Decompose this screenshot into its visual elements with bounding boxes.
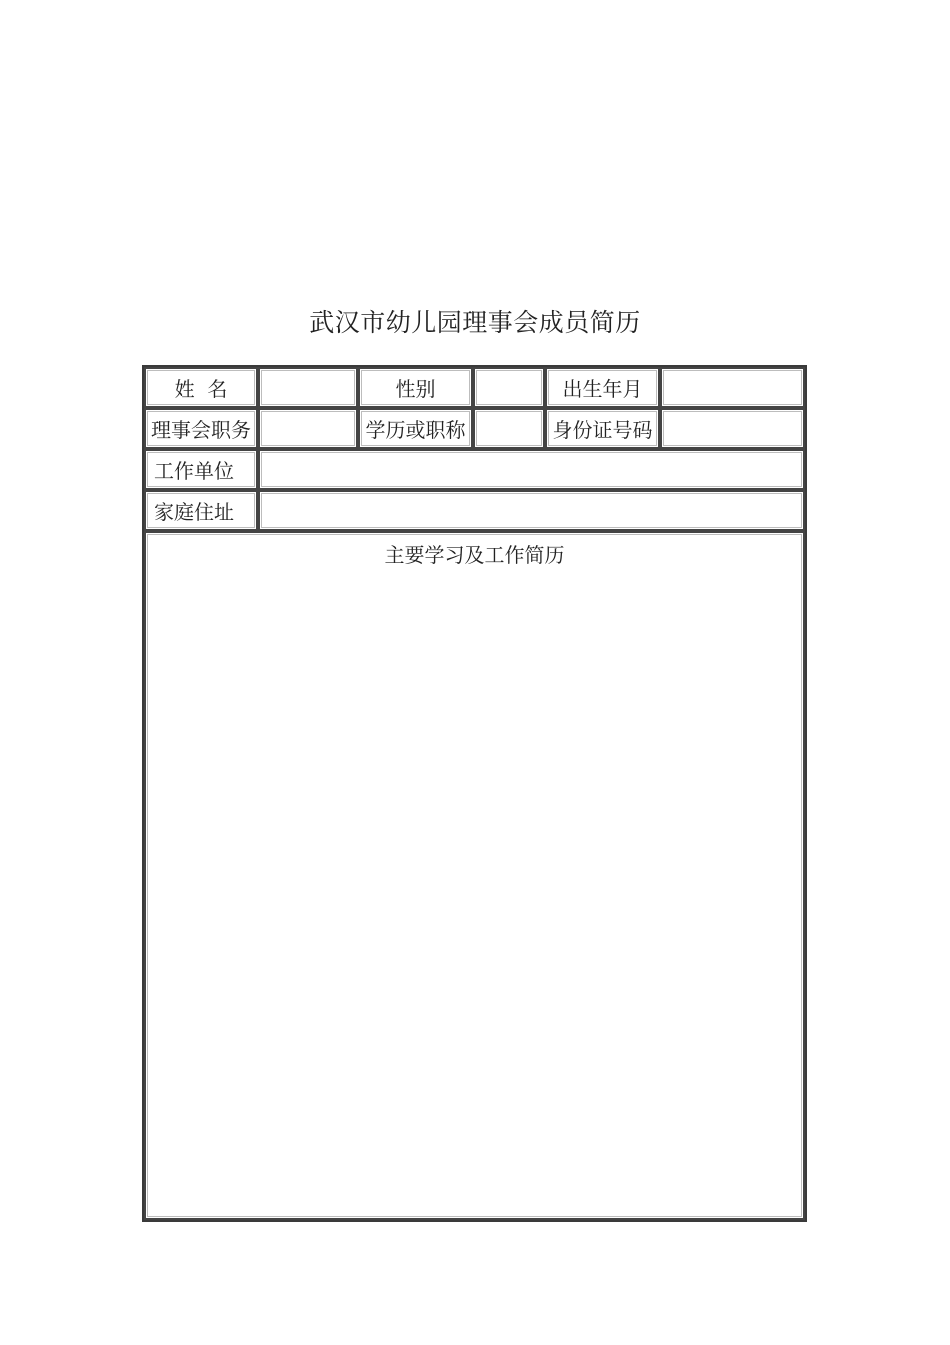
gender-label xyxy=(358,367,473,408)
name-field[interactable] xyxy=(258,367,358,408)
gender-label-text: 性别 xyxy=(395,377,436,401)
resume-section[interactable] xyxy=(144,531,805,1220)
council-position-field[interactable] xyxy=(258,408,358,449)
id-number-label xyxy=(545,408,660,449)
id-number-field[interactable] xyxy=(660,408,805,449)
education-label xyxy=(358,408,473,449)
workplace-label xyxy=(144,449,258,490)
education-field[interactable] xyxy=(473,408,545,449)
home-address-field[interactable] xyxy=(258,490,805,531)
home-address-label xyxy=(144,490,258,531)
council-position-label-text: 理事会职务 xyxy=(151,418,251,442)
name-label xyxy=(144,367,258,408)
birth-label xyxy=(545,367,660,408)
workplace-label-text: 工作单位 xyxy=(154,459,234,483)
resume-content-area[interactable] xyxy=(156,577,793,1208)
council-position-label xyxy=(144,408,258,449)
gender-field[interactable] xyxy=(473,367,545,408)
resume-heading: 主要学习及工作简历 xyxy=(384,543,565,567)
document-title: 武汉市幼儿园理事会成员简历 xyxy=(309,308,641,337)
education-label-text: 学历或职称 xyxy=(365,418,466,442)
birth-field[interactable] xyxy=(660,367,805,408)
name-label-text: 姓 名 xyxy=(174,377,228,401)
workplace-field[interactable] xyxy=(258,449,805,490)
id-number-label-text: 身份证号码 xyxy=(552,418,653,442)
birth-label-text: 出生年月 xyxy=(562,377,643,401)
home-address-label-text: 家庭住址 xyxy=(154,500,234,524)
